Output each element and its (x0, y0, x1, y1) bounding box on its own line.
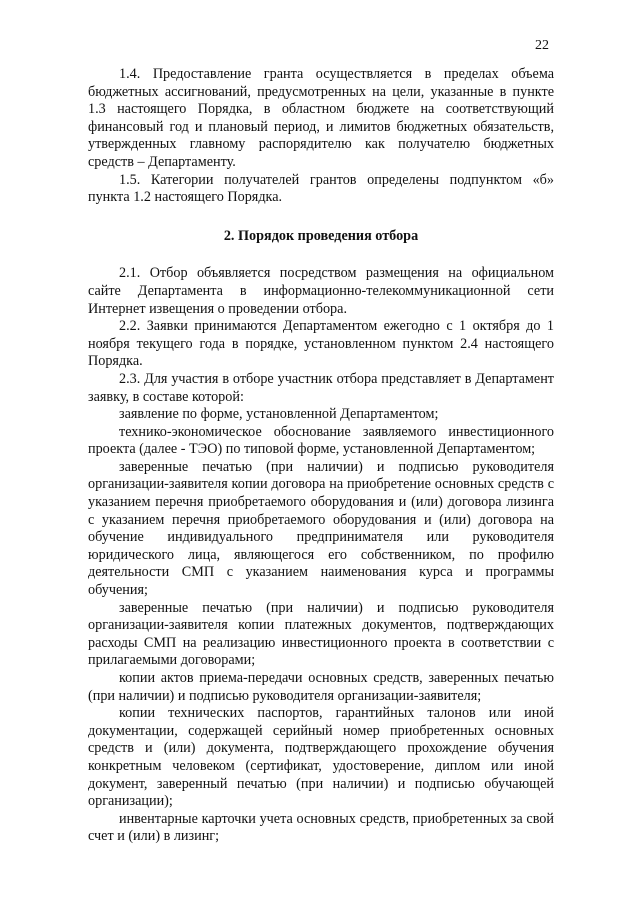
list-item-teo: технико-экономическое обоснование заявляемого инвестиционного проекта (далее - ТЭО) по типовой форме, установленной Департаментом; (88, 423, 554, 458)
list-item-payments: заверенные печатью (при наличии) и подписью руководителя организации-заявителя копии платежных документов, подтверждающих расходы СМП на реализацию инвестиционного проекта в соответствии с прилагаемыми договорами; (88, 599, 554, 669)
paragraph-1-4: 1.4. Предоставление гранта осуществляется в пределах объема бюджетных ассигнований, предусмотренных на цели, указанные в пункте 1.3 настоящего Порядка, в областном бюджете на соответствующий финансовый год и плановый период, и лимитов бюджетных обязательств, утвержденных главному распорядителю как получателю бюджетных средств – Департаменту. (88, 66, 554, 170)
list-item-acts: копии актов приема-передачи основных средств, заверенных печатью (при наличии) и подписью руководителя организации-заявителя; (88, 670, 554, 704)
list-item-inventory-cards: инвентарные карточки учета основных средств, приобретенных за свой счет и (или) в лизинг; (88, 810, 554, 845)
paragraph-2-1: 2.1. Отбор объявляется посредством размещения на официальном сайте Департамента в информационно-телекоммуникационной сети Интернет извещения о проведении отбора. (88, 265, 554, 317)
list-item-contracts: заверенные печатью (при наличии) и подписью руководителя организации-заявителя копии договора на приобретение основных средств с указанием перечня приобретаемого оборудования и (или) договора лизинга с указанием перечня приобретаемого оборудования и (или) договора на обучение индивидуального предпринимателя или руководителя юридического лица, являющегося его собственником, по профилю деятельности СМП с указанием наименования курса и программы обучения; (88, 458, 554, 599)
list-item-passports: копии технических паспортов, гарантийных талонов или иной документации, содержащей серийный номер приобретенных основных средств и (или) документа, подтверждающего прохождение обучения конкретным человеком (сертификат, удостоверение, диплом или иной документ, заверенный печатью (при наличии) и подписью обучающей организации); (88, 705, 554, 810)
page-number: 22 (535, 38, 549, 53)
paragraph-2-3: 2.3. Для участия в отборе участник отбора представляет в Департамент заявку, в составе которой: (88, 370, 554, 405)
document-body (88, 66, 554, 846)
paragraph-2-2: 2.2. Заявки принимаются Департаментом ежегодно с 1 октября до 1 ноября текущего года в порядке, установленном пунктом 2.4 настоящего Порядка. (88, 318, 554, 370)
paragraph-1-5: 1.5. Категории получателей грантов определены подпунктом «б» пункта 1.2 настоящего Порядка. (88, 171, 554, 206)
list-item-application: заявление по форме, установленной Департаментом; (119, 406, 439, 423)
section-heading: 2. Порядок проведения отбора (223, 227, 419, 244)
